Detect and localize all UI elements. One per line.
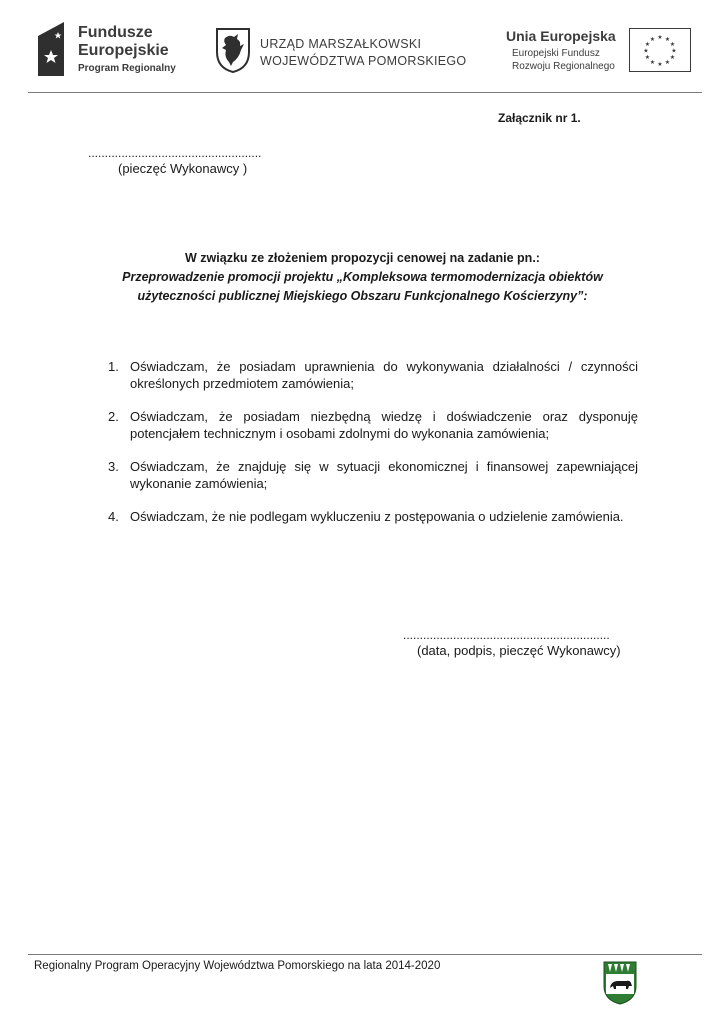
annex-label: Załącznik nr 1.: [498, 111, 581, 125]
koscierzyna-bear-crest-icon: [602, 958, 638, 1006]
eu-flag-icon: [629, 28, 691, 72]
declaration-item: [108, 358, 638, 392]
signature-label: (data, podpis, pieczęć Wykonawcy): [417, 643, 621, 658]
svg-text:★: ★: [643, 47, 649, 55]
svg-text:★: ★: [657, 61, 663, 68]
stamp-line: ....................................................: [88, 146, 262, 160]
declaration-item: [108, 458, 638, 492]
declaration-item: [108, 508, 638, 525]
eu-logo-line2: Europejski Fundusz: [512, 48, 600, 59]
heading-line2: Przeprowadzenie promocji projektu „Kompleksowa termomodernizacja obiektów: [122, 270, 603, 284]
footer-text: Regionalny Program Operacyjny Województwa Pomorskiego na lata 2014-2020: [34, 960, 441, 972]
urzad-marszalkowski-logo: [214, 26, 467, 76]
um-logo-line1: URZĄD MARSZAŁKOWSKI: [260, 37, 422, 51]
fundusze-europejskie-logo: [36, 20, 186, 78]
svg-text:★: ★: [657, 34, 663, 41]
unia-europejska-logo: [506, 28, 696, 74]
declaration-text: Oświadczam, że znajduję się w sytuacji ekonomicznej i finansowej zapewniającej wykonanie zamówienia;: [130, 459, 638, 491]
svg-text:★: ★: [671, 47, 677, 55]
heading-line3: użyteczności publicznej Miejskiego Obszaru Funkcjonalnego Kościerzyny”:: [137, 289, 588, 303]
fe-logo-line1: Fundusze: [78, 24, 153, 41]
signature-line: ..............................................................: [403, 628, 610, 642]
declaration-number: 1.: [108, 359, 119, 374]
fe-logo-line3: Program Regionalny: [78, 63, 176, 74]
declaration-number: 2.: [108, 409, 119, 424]
svg-text:★: ★: [669, 54, 676, 61]
svg-text:★: ★: [669, 41, 676, 48]
declaration-text: Oświadczam, że posiadam niezbędną wiedzę i doświadczenie oraz dysponuję potencjałem technicznym i osobami zdolnymi do wykonania zamówienia;: [130, 409, 638, 441]
fe-logo-line2: Europejskie: [78, 42, 169, 59]
declaration-item: [108, 408, 638, 442]
pomeranian-griffin-icon: [214, 26, 252, 74]
heading-line1: W związku ze złożeniem propozycji cenowej na zadanie pn.:: [185, 251, 540, 265]
svg-text:★: ★: [664, 59, 671, 66]
eu-logo-line1: Unia Europejska: [506, 28, 616, 44]
eu-logo-line3: Rozwoju Regionalnego: [512, 61, 615, 72]
svg-text:★: ★: [649, 59, 656, 66]
fundusze-europejskie-star-icon: [36, 20, 66, 78]
svg-text:★: ★: [644, 54, 651, 61]
declaration-text: Oświadczam, że nie podlegam wykluczeniu z postępowania o udzielenie zamówienia.: [130, 509, 624, 524]
svg-text:★: ★: [664, 36, 671, 43]
header-divider: [28, 92, 702, 93]
declaration-list: [108, 358, 638, 541]
declaration-number: 3.: [108, 459, 119, 474]
declaration-number: 4.: [108, 509, 119, 524]
footer-divider: [28, 954, 702, 955]
svg-text:★: ★: [649, 36, 656, 43]
stamp-label: (pieczęć Wykonawcy ): [118, 161, 248, 176]
um-logo-line2: WOJEWÓDZTWA POMORSKIEGO: [260, 54, 467, 68]
svg-text:★: ★: [644, 41, 651, 48]
declaration-text: Oświadczam, że posiadam uprawnienia do wykonywania działalności / czynności określonych przedmiotem zamówienia;: [130, 359, 638, 391]
